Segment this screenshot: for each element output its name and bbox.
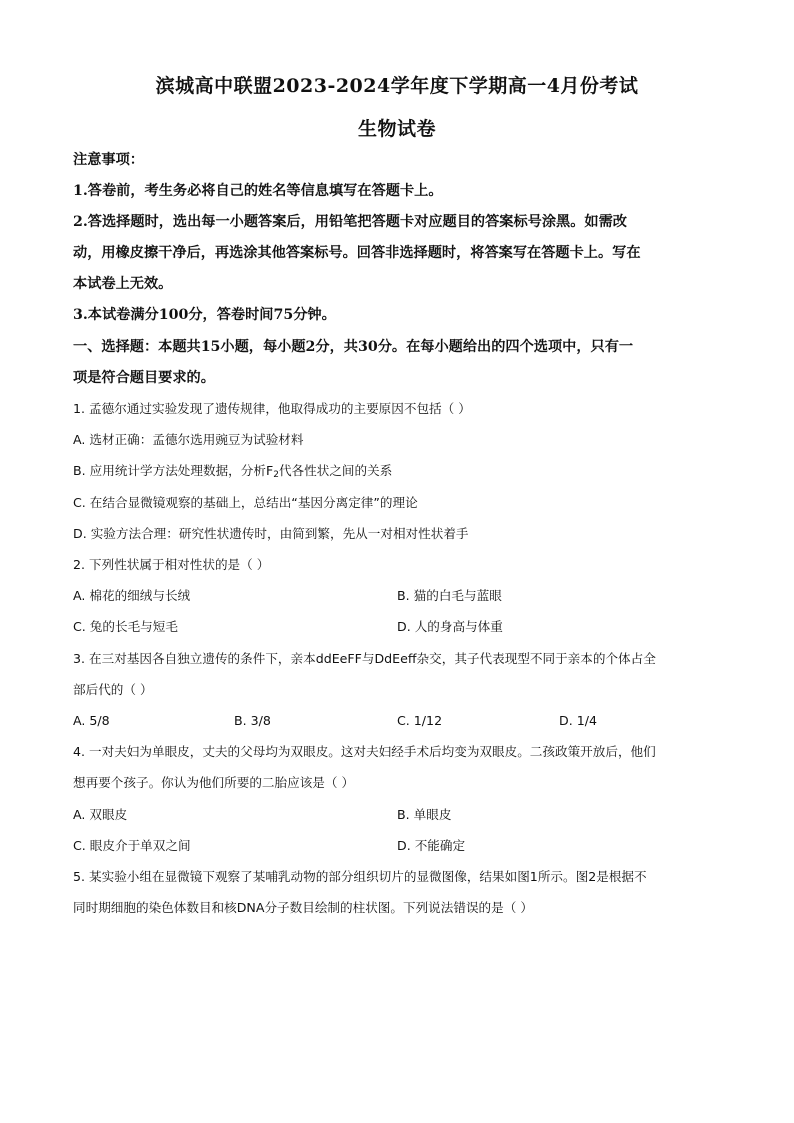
exam-subtitle: 生物试卷 <box>357 118 436 140</box>
notice-item-2-line-3: 本试卷上无效。 <box>73 276 173 292</box>
question-2-option-d: D. 人的身高与体重 <box>397 619 503 634</box>
question-3-option-d: D. 1/4 <box>559 713 597 728</box>
notice-item-1: 1.答卷前，考生务必将自己的姓名等信息填写在答题卡上。 <box>73 183 443 199</box>
question-3-option-b: B. 3/8 <box>234 713 271 728</box>
question-3-option-c: C. 1/12 <box>397 713 443 728</box>
notice-heading: 注意事项： <box>73 152 144 168</box>
question-3-stem-line-1: 3. 在三对基因各自独立遗传的条件下，亲本ddEeFF与DdEeff杂交，其子代表现型不同于亲本的个体占全 <box>73 651 656 666</box>
question-4-stem-line-2: 想再要个孩子。你认为他们所要的二胎应该是（ ） <box>73 775 355 790</box>
question-1-option-b-prefix: B. 应用统计学方法处理数据，分析F <box>73 463 274 478</box>
question-2-option-c: C. 兔的长毛与短毛 <box>73 619 178 634</box>
question-3-stem-line-2: 部后代的（ ） <box>73 682 153 697</box>
question-5-stem-line-2: 同时期细胞的染色体数目和核DNA分子数目绘制的柱状图。下列说法错误的是（ ） <box>73 900 533 915</box>
question-1-option-d: D. 实验方法合理：研究性状遗传时，由简到繁，先从一对相对性状着手 <box>73 526 469 541</box>
question-4-option-c: C. 眼皮介于单双之间 <box>73 838 191 853</box>
notice-item-2-line-1: 2.答选择题时，选出每一小题答案后，用铅笔把答题卡对应题目的答案标号涂黑。如需改 <box>73 214 627 230</box>
question-2-stem: 2. 下列性状属于相对性状的是（ ） <box>73 557 270 572</box>
question-4-option-a: A. 双眼皮 <box>73 807 128 822</box>
notice-item-2-line-2: 动，用橡皮擦干净后，再选涂其他答案标号。回答非选择题时，将答案写在答题卡上。写在 <box>73 245 641 261</box>
question-4-stem-line-1: 4. 一对夫妇为单眼皮，丈夫的父母均为双眼皮。这对夫妇经手术后均变为双眼皮。二孩政策开放后，他们 <box>73 744 656 759</box>
question-1-option-c: C. 在结合显微镜观察的基础上，总结出“基因分离定律”的理论 <box>73 495 418 510</box>
question-1-option-a: A. 选材正确：孟德尔选用豌豆为试验材料 <box>73 432 304 447</box>
question-1-option-b <box>73 462 734 484</box>
question-2-option-a: A. 棉花的细绒与长绒 <box>73 588 191 603</box>
question-4-option-d: D. 不能确定 <box>397 838 466 853</box>
question-1-stem: 1. 孟德尔通过实验发现了遗传规律，他取得成功的主要原因不包括（ ） <box>73 401 471 416</box>
notice-item-3: 3.本试卷满分100分，答卷时间75分钟。 <box>73 307 336 323</box>
exam-title: 滨城高中联盟2023-2024学年度下学期高一4月份考试 <box>155 75 639 97</box>
section-1-heading-line-1: 一、选择题：本题共15小题，每小题2分，共30分。在每小题给出的四个选项中，只有一 <box>73 339 634 355</box>
question-1-option-b-subscript: 2 <box>273 470 279 480</box>
question-1-option-b-suffix: 代各性状之间的关系 <box>278 463 393 478</box>
question-3-option-a: A. 5/8 <box>73 713 110 728</box>
question-4-option-b: B. 单眼皮 <box>397 807 452 822</box>
question-2-option-b: B. 猫的白毛与蓝眼 <box>397 588 502 603</box>
question-5-stem-line-1: 5. 某实验小组在显微镜下观察了某哺乳动物的部分组织切片的显微图像，结果如图1所示。图2是根据不 <box>73 869 647 884</box>
section-1-heading-line-2: 项是符合题目要求的。 <box>73 370 215 386</box>
